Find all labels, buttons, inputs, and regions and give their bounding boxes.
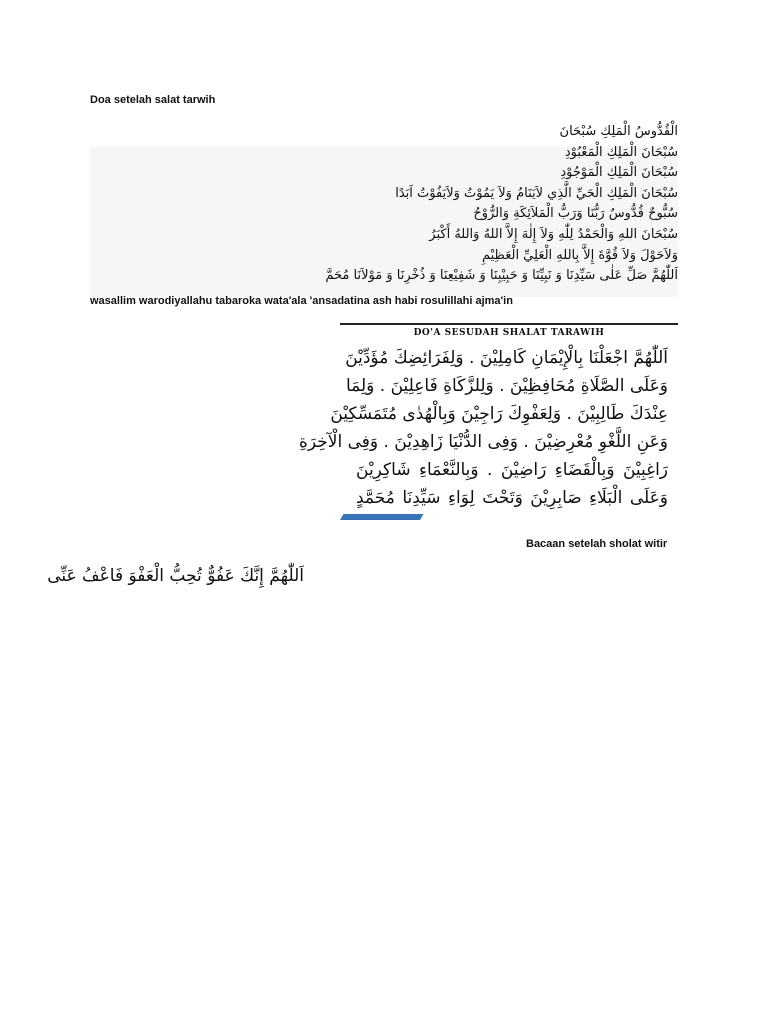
scan-arabic-lines: [298, 344, 668, 512]
scan-title: DO'A SESUDAH SHALAT TARAWIH: [413, 328, 605, 338]
witir-caption: Bacaan setelah sholat witir: [526, 538, 668, 550]
transliteration-line: wasallim warodiyallahu tabaroka wata'ala 'ansadatina ash habi rosulillahi ajma'in: [90, 295, 513, 307]
scan-accent-stripe: [340, 514, 423, 520]
scanned-doa-image: [298, 320, 678, 520]
arabic-line: سُبُّوحٌ قُدُّوسٌ رَبُّنَا وَرَبُّ الْمَلاَئِكَةِ وَالرُّوْحُ: [473, 206, 678, 222]
arabic-line: اَللّٰهُمَّ صَلِّ عَلٰى سَيِّدِنَا وَ نَبِيِّنَا وَ حَبِيْبِنَا وَ شَفِيْعِنَا وَ ذُخْرِنَا وَ مَوْلاَنَا مُحَمَّ: [325, 268, 678, 284]
scan-line: وَعَلَى الصَّلَاةِ مُحَافِظِيْنَ . وَلِلزَّكَاةِ فَاعِلِيْنَ . وَلِمَا: [345, 376, 668, 396]
witir-arabic-doa: اَللّٰهُمَّ إِنَّكَ عَفُوٌّ تُحِبُّ الْعَفْوَ فَاعْفُ عَنِّى: [47, 566, 304, 586]
page-heading: Doa setelah salat tarwih: [90, 94, 216, 106]
arabic-line: سُبْحَانَ الْمَلِكِ الْمَوْجُوْدِ: [560, 165, 678, 181]
arabic-line: سُبْحَانَ الْمَلِكِ الْمَعْبُوْدِ: [564, 144, 678, 160]
scan-line: عِنْدَكَ طَالِبِيْنَ . وَلِعَفْوِكَ رَاجِيْنَ وَبِالْهُدٰى مُتَمَسِّكِيْنَ: [330, 404, 668, 424]
arabic-doa-text-block: [90, 122, 678, 287]
arabic-line: الْقُدُّوسُ الْمَلِكِ سُبْحَانَ: [559, 124, 678, 139]
scan-line: وَعَنِ اللَّغْوِ مُعْرِضِيْنَ . وَفِى الدُّنْيَا زَاهِدِيْنَ . وَفِى الْآخِرَةِ: [298, 432, 668, 452]
scan-line: رَاغِبِيْنَ وَبِالْقَضَاءِ رَاضِيْنَ . وَبِالنَّعْمَاءِ شَاكِرِيْنَ: [356, 460, 668, 480]
scan-top-rule: [340, 323, 678, 325]
scan-line: وَعَلَى الْبَلَاءِ صَابِرِيْنَ وَتَحْتَ لِوَاءِ سَيِّدِنَا مُحَمَّدٍ: [356, 488, 668, 508]
arabic-line: سُبْحَانَ اللهِ وَالْحَمْدُ لِلّٰهِ وَلاَ إِلٰهَ إِلاَّ اللهُ وَاللهُ أَكْبَرُ: [429, 226, 678, 242]
scan-line: اَللّٰهُمَّ اجْعَلْنَا بِالْإِيْمَانِ كَامِلِيْنَ . وَلِفَرَائِضِكَ مُؤَدِّيْنَ: [345, 348, 668, 368]
arabic-line: سُبْحَانَ الْمَلِكِ الْحَيِّ الَّذِي لاَيَنَامُ وَلاَ يَمُوْتُ وَلاَيَفُوْتُ اَبَدًا: [395, 185, 678, 201]
arabic-line: وَلاَحَوْلَ وَلاَ قُوَّةَ إِلاَّ بِاللهِ الْعَلِيِّ الْعَظِيْمِ: [481, 247, 678, 263]
